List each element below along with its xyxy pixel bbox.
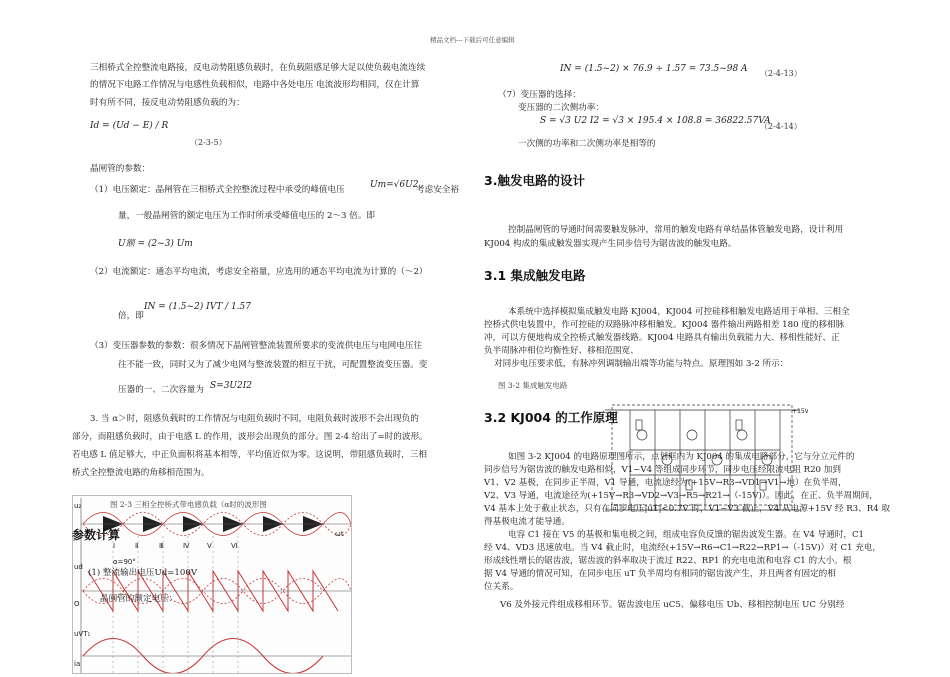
section-3-2-line-1: 如图 3-2 KJ004 的电路原理图所示，点划框内为 KJ004 的集成电路部分，它与分立元件的 — [508, 452, 855, 462]
equation-rated-current: IN = (1.5~2) IVT / 1.57 — [144, 302, 252, 312]
waveform-label-11: Ⅴ — [207, 542, 212, 550]
section-3-1-heading: 3.1 集成触发电路 — [484, 268, 586, 283]
item1-tail: 考虑安全裕 — [416, 185, 459, 195]
equation-rated-voltage: U额 = (2~3) Um — [118, 239, 193, 249]
transformer-selection: （7）变压器的选择： — [498, 90, 581, 100]
section-3-2-line-3: V1、V2 基极，在同步正半周，V1 导通，电流途经为(+15V→R3→VD1→V1→地）在负半周， — [484, 478, 847, 488]
equation-number-2-3-5: （2-3-5） — [190, 138, 227, 147]
item2-line-1: （2）电流额定：通态平均电流，考虑安全裕量，应选用的通态平均电流为计算的（～2） — [90, 267, 428, 277]
waveform-label-2: ωt — [335, 530, 344, 538]
section-3-2-line-12: V6 及外接元件组成移相环节。锯齿波电压 uC5、偏移电压 Ub、移相控制电压 UC 分别经 — [500, 600, 845, 610]
section-3-2-line-9: 形成线性增长的锯齿波，锯齿波的斜率取决于流过 R22、RP1 的充电电流和电容 C1 的大小。根 — [484, 556, 852, 566]
left-para-3-line-2: 部分，而阻感负载时，由于电感 L 的作用，波形会出现负的部分。图 2-4 给出了=时的波形。 — [72, 432, 428, 442]
page-header: 精品文档---下载后可任意编辑 — [430, 36, 515, 44]
waveform-label-6: ia — [74, 660, 81, 668]
equation-number-2-4-13: （2-4-13） — [760, 69, 802, 78]
section-3-1-line-5: 对同步电压要求低，有脉冲列调制输出端等功能与特点。原理图如 3-2 所示： — [494, 359, 789, 369]
left-para-1-line-1: 三相桥式全控整流电路接，反电动势阻感负载时，在负载阻感足够大足以使负载电流连续 — [90, 63, 426, 73]
equation-in-value: IN = (1.5~2) × 76.9 ÷ 1.57 = 73.5~98 A — [560, 64, 748, 74]
section-3-2-line-5: V4 基本上处于截止状态，只有在同步电压|uT|<0.7V 时，V1~V3 截止，V4 从电源+15V 经 R3、R4 取 — [484, 504, 890, 514]
item2-prefix: 倍，即 — [118, 311, 144, 321]
waveform-label-0: u₂ — [74, 502, 82, 510]
left-para-1-line-3: 时有所不同，接反电动势阻感负载的为： — [90, 98, 245, 108]
waveform-label-1: O — [74, 600, 80, 608]
equation-id: Id = (Ud − E) / R — [90, 121, 169, 131]
item3-formula: S=3U2I2 — [210, 381, 253, 391]
section-3-1-line-4: 负半周脉冲相位均衡性好、移相范围宽、 — [484, 346, 639, 356]
section-3-2-line-7: 电容 C1 接在 V5 的基极和集电极之间，组成电容负反馈的锯齿波发生器。在 V4 导通时，C1 — [508, 530, 865, 540]
section-3-1-line-3: 冲，可以方便地构成全控桥式触发器线路。KJ004 电路具有输出负载能力大、移相性能好、正 — [484, 333, 840, 343]
section-3-2-line-6: 得基极电流才能导通。 — [484, 517, 570, 527]
left-para-3-line-4: 桥式全控整流电路的角移相范围为。 — [72, 468, 210, 478]
waveform-label-3: α=90° — [113, 558, 136, 566]
section-3-2-line-2: 同步信号为锯齿波的触发电路相似，V1~V4 等组成同步环节，同步电压经限流电阻 R20 加到 — [484, 465, 841, 475]
waveform-label-7: Ⅰ — [113, 542, 116, 550]
figure-3-2-caption: 图 3-2 集成触发电路 — [498, 381, 568, 390]
left-para-3-line-1: 3. 当 α＞时，阻感负载时的工作情况与电阻负载时不同，电阻负载时波形不会出现负的 — [90, 414, 419, 424]
item1-line-1: （1）电压额定：晶闸管在三相桥式全控整流过程中承受的峰值电压 — [90, 185, 345, 195]
equation-power: S = √3 U2 I2 = √3 × 195.4 × 108.8 = 36822.57VA — [540, 116, 771, 126]
calc-line-1: (1) 整流输出电压Ud=100V — [88, 568, 198, 578]
equation-number-2-4-14: （2-4-14） — [760, 122, 802, 131]
item1-line-2: 量，一般晶闸管的额定电压为工作时所承受峰值电压的 2～3 倍。即 — [118, 211, 376, 221]
item3-line-3: 压器的一、二次容量为 — [118, 385, 204, 395]
item1-formula: Um=√6U2 — [370, 180, 419, 190]
equal-power-note: 一次侧的功率和二次侧功率是相等的 — [518, 139, 656, 149]
secondary-power: 变压器的二次侧功率： — [518, 103, 604, 113]
section-3-1-line-2: 控桥式供电装置中，作可控硅的双路脉冲移相触发。KJ004 器件输出两路相差 180 度的移相脉 — [484, 320, 845, 330]
left-para-1-line-2: 的情况下电路工作情况与电感性负载相似，电路中各处电压 电流波形均相同，仅在计算 — [90, 80, 420, 90]
thyristor-params-heading: 晶闸管的参数： — [90, 164, 151, 174]
waveform-caption: 图 2-3 三相全控桥式带电感负载（α时的波形图 — [110, 500, 267, 509]
waveform-label-10: Ⅳ — [183, 542, 190, 550]
section-3-1-line-1: 本系统中选择模拟集成触发电路 KJ004，KJ004 可控硅移相触发电路适用于单相、三相全 — [508, 307, 850, 317]
waveform-label-5: ud — [74, 563, 83, 571]
calc-line-2: 晶闸管的额定电压： — [100, 594, 178, 604]
param-calc-heading: 参数计算 — [72, 528, 121, 542]
waveform-label-9: Ⅲ — [159, 542, 164, 550]
waveform-plot — [73, 496, 351, 673]
waveform-figure — [72, 495, 352, 674]
waveform-label-8: Ⅱ — [135, 542, 139, 550]
left-para-3-line-3: 若电感 L 值足够大，中正负面积将基本相等，平均值近似为零。这说明，带阻感负载时，三相 — [72, 450, 427, 460]
section-3-2-line-4: V2、V3 导通，电流途径为(+15V→R3→VD2→V3→R5→R21→（-15V)）。因此，在正、负半周期间， — [484, 491, 878, 501]
item3-line-2: 往不能一致，同时又为了减少电网与整流装置的相互干扰，可配置整流变压器。变 — [118, 360, 428, 370]
section-3-2-line-10: 据 V4 导通的情况可知，在同步电压 uT 负半周均有相同的锯齿波产生，并且两者有固定的相 — [484, 569, 836, 579]
section-3-2-line-8: 经 V4、VD3 迅速放电。当 V4 截止时，电流经(+15V→R6→C1→R22→RP1→（-15V)）对 C1 充电， — [484, 543, 882, 553]
item3-line-1: （3）变压器参数的参数：很多情况下晶闸管整流装置所要求的变流供电压与电网电压往 — [90, 341, 423, 351]
section-3-heading: 3.触发电路的设计 — [484, 173, 585, 188]
section-3-para-2: KJ004 构成的集成触发器实现产生同步信号为锯齿波的触发电路。 — [484, 239, 737, 249]
waveform-label-4: uVT₁ — [74, 630, 91, 638]
section-3-2-line-11: 位关系。 — [484, 582, 519, 592]
section-3-2-heading: 3.2 KJ004 的工作原理 — [484, 410, 618, 425]
waveform-label-12: Ⅵ — [231, 542, 238, 550]
circuit-supply-label: +15V — [792, 408, 808, 415]
section-3-para-1: 控制晶闸管的导通时间需要触发脉冲，常用的触发电路有单结晶体管触发电路，设计利用 — [508, 225, 844, 235]
